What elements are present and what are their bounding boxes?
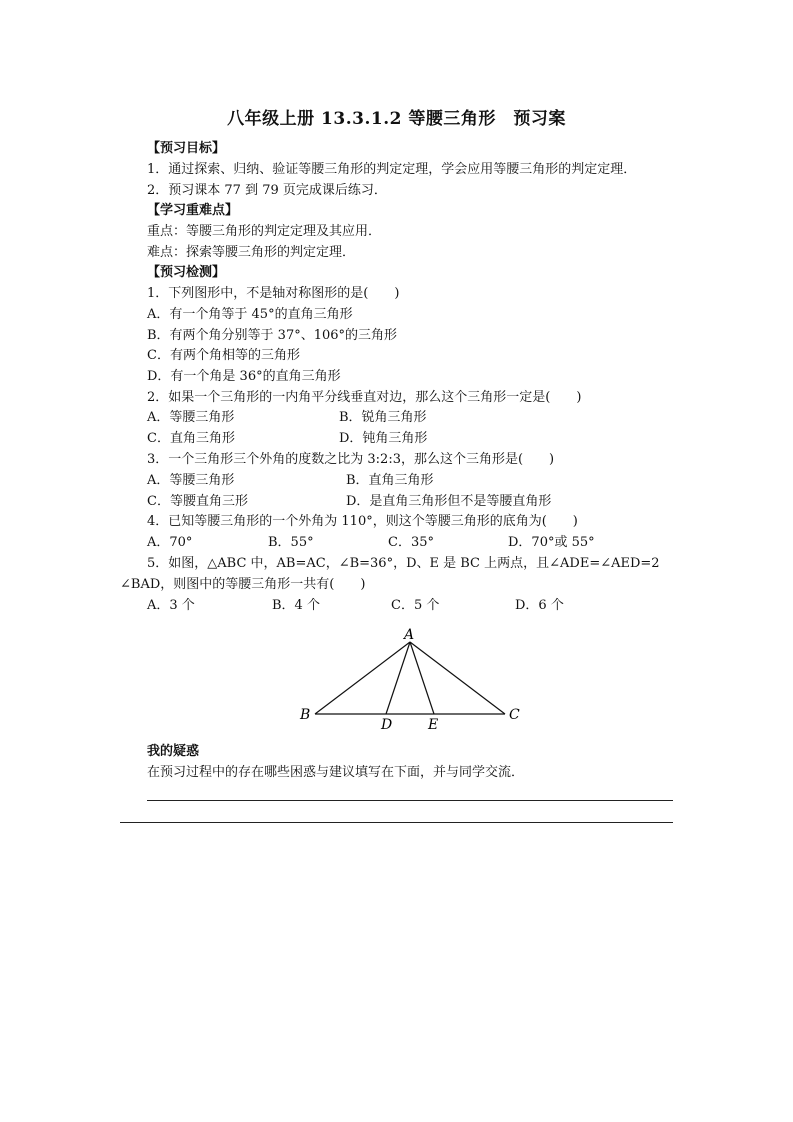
objective-item: 2．预习课本 77 到 79 页完成课后练习． — [147, 183, 387, 198]
question-2-stem: 2．如果一个三角形的一内角平分线垂直对边，那么这个三角形一定是( ) — [147, 390, 582, 405]
question-1-option-a: A．有一个角等于 45°的直角三角形 — [147, 307, 353, 322]
question-5-option-c: C．5 个 — [391, 598, 440, 613]
question-5-option-b: B．4 个 — [272, 598, 320, 613]
question-3-option-b: B．直角三角形 — [346, 473, 434, 488]
answer-line-1[interactable] — [147, 800, 673, 801]
question-3-option-a: A．等腰三角形 — [147, 473, 235, 488]
point-label-c: C — [509, 707, 520, 723]
question-5-option-a: A．3 个 — [147, 598, 195, 613]
check-heading: 【预习检测】 — [147, 265, 226, 280]
question-1-option-d: D．有一个角是 36°的直角三角形 — [147, 369, 341, 384]
question-5-stem-line1: 5．如图，△ABC 中，AB=AC，∠B=36°，D、E 是 BC 上两点，且∠ADE=∠AED=2 — [147, 556, 660, 571]
question-5-option-d: D．6 个 — [515, 598, 564, 613]
point-label-a: A — [404, 627, 415, 643]
key-points-heading: 【学习重难点】 — [147, 203, 239, 218]
question-2-option-b: B．锐角三角形 — [339, 410, 427, 425]
question-3-option-c: C．等腰直角三形 — [147, 494, 248, 509]
objective-item: 1．通过探索、归纳、验证等腰三角形的判定定理，学会应用等腰三角形的判定定理． — [147, 162, 637, 177]
page-title: 八年级上册 13.3.1.2 等腰三角形 预习案 — [227, 109, 566, 129]
segment-ae — [410, 642, 434, 714]
point-label-d: D — [381, 717, 393, 733]
question-2-option-d: D．钝角三角形 — [339, 431, 428, 446]
question-1-option-c: C．有两个角相等的三角形 — [147, 348, 300, 363]
question-1-option-b: B．有两个角分别等于 37°、106°的三角形 — [147, 328, 398, 343]
question-4-option-b: B．55° — [268, 535, 314, 550]
point-label-b: B — [300, 707, 311, 723]
question-3-stem: 3．一个三角形三个外角的度数之比为 3:2:3，那么这个三角形是( ) — [147, 452, 555, 467]
question-4-option-c: C．35° — [388, 535, 434, 550]
doubts-heading: 我的疑惑 — [147, 744, 200, 759]
triangle-figure — [290, 622, 530, 737]
question-3-option-d: D．是直角三角形但不是等腰直角形 — [346, 494, 552, 509]
answer-line-2[interactable] — [120, 822, 673, 823]
question-2-option-c: C．直角三角形 — [147, 431, 235, 446]
question-5-stem-line2: ∠BAD，则图中的等腰三角形一共有( ) — [120, 577, 366, 592]
key-difficulty: 难点：探索等腰三角形的判定定理． — [147, 245, 356, 260]
doubts-instruction: 在预习过程中的存在哪些困惑与建议填写在下面，并与同学交流． — [147, 765, 525, 780]
segment-ad — [386, 642, 410, 714]
question-2-option-a: A．等腰三角形 — [147, 410, 235, 425]
question-1-stem: 1．下列图形中，不是轴对称图形的是( ) — [147, 286, 400, 301]
segment-ab — [315, 642, 410, 714]
question-4-option-d: D．70°或 55° — [508, 535, 595, 550]
point-label-e: E — [428, 717, 439, 733]
question-4-stem: 4．已知等腰三角形的一个外角为 110°，则这个等腰三角形的底角为( ) — [147, 514, 578, 529]
segment-ac — [410, 642, 505, 714]
question-4-option-a: A．70° — [147, 535, 193, 550]
key-focus: 重点：等腰三角形的判定定理及其应用． — [147, 224, 382, 239]
objectives-heading: 【预习目标】 — [147, 141, 226, 156]
